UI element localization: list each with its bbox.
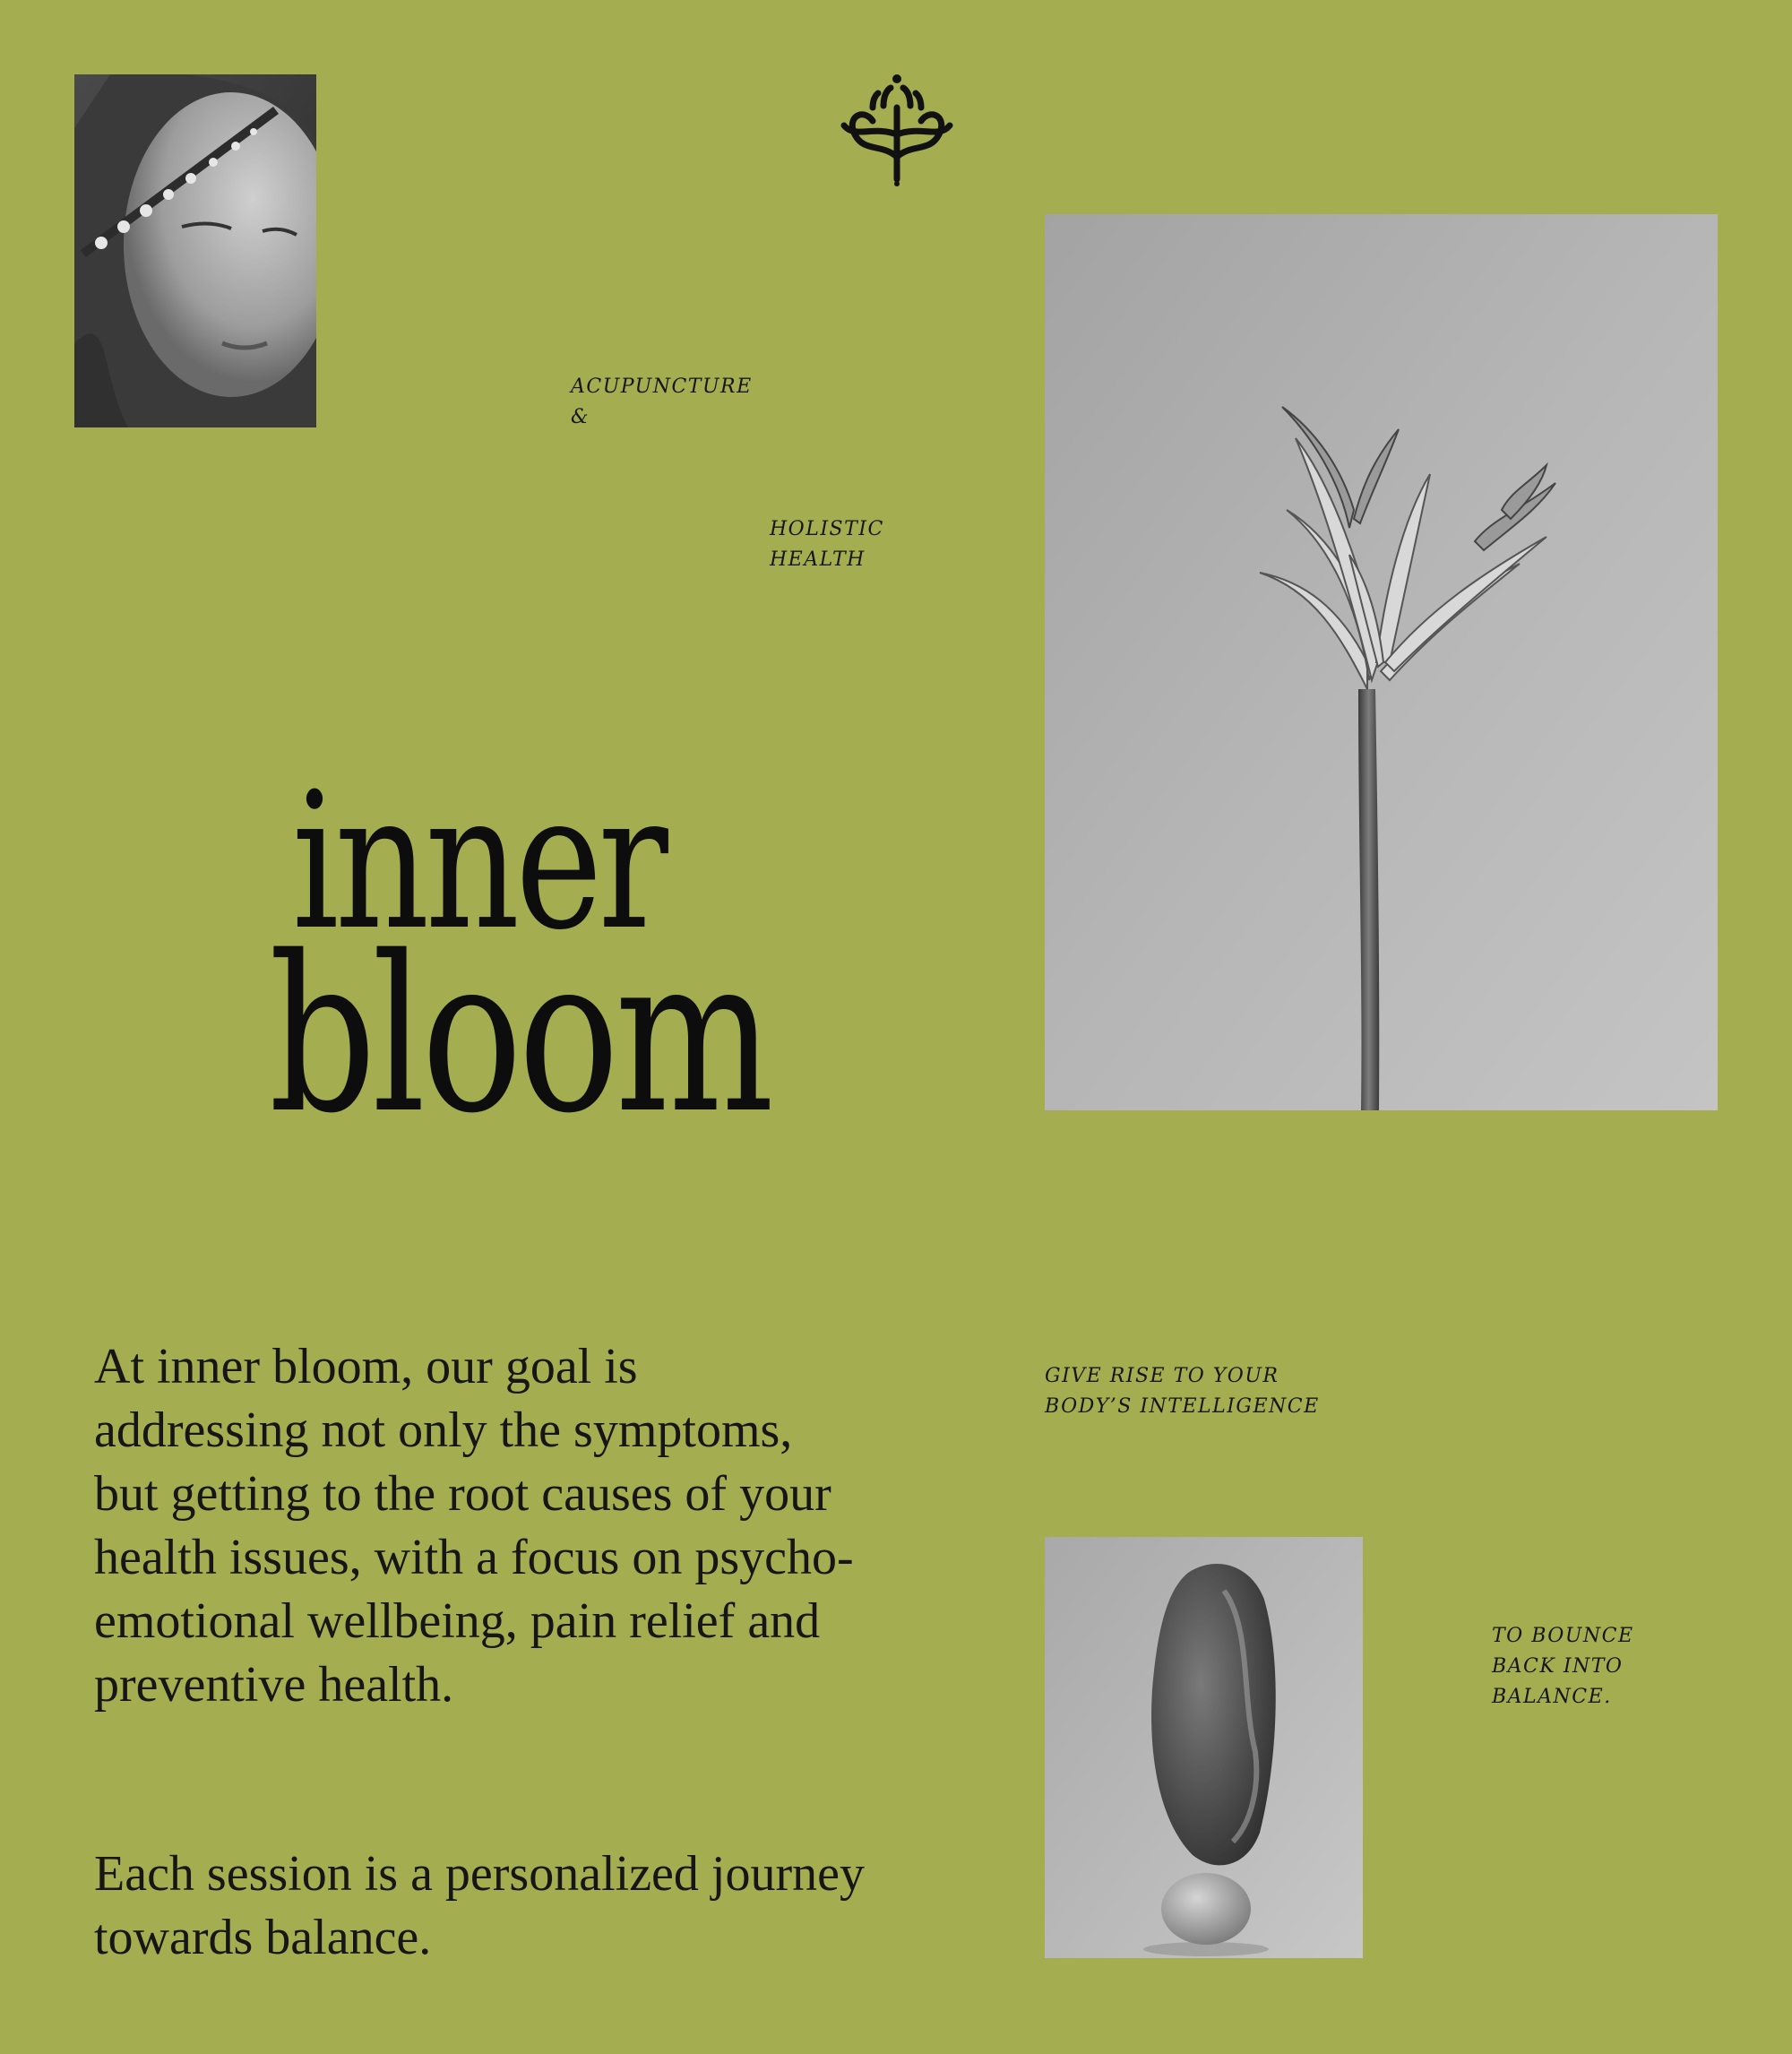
single-lily-flower-photo: [1045, 214, 1718, 1110]
bounce-back-caption: TO BOUNCE BACK INTO BALANCE.: [1492, 1625, 1634, 1708]
session-paragraph: Each session is a personalized journey towards balance.: [94, 1846, 865, 1965]
holistic-health-caption: HOLISTIC HEALTH: [770, 518, 884, 571]
intro-paragraph: At inner bloom, our goal is addressing not only the symptoms, but getting to the root causes of your health issues, with a focus on psycho-emotional wellbeing, pain relief and preventive health.: [94, 1339, 854, 1713]
brand-wordmark-inner: inner: [292, 752, 665, 971]
balanced-stones-photo: [1045, 1537, 1363, 1958]
acupuncture-caption: ACUPUNCTURE &: [571, 375, 753, 428]
woman-with-flower-photo: [74, 74, 316, 427]
give-rise-caption: GIVE RISE TO YOUR BODY’S INTELLIGENCE: [1045, 1365, 1320, 1418]
brand-wordmark-bloom: bloom: [269, 910, 771, 1161]
lotus-flower-icon: [837, 72, 957, 186]
